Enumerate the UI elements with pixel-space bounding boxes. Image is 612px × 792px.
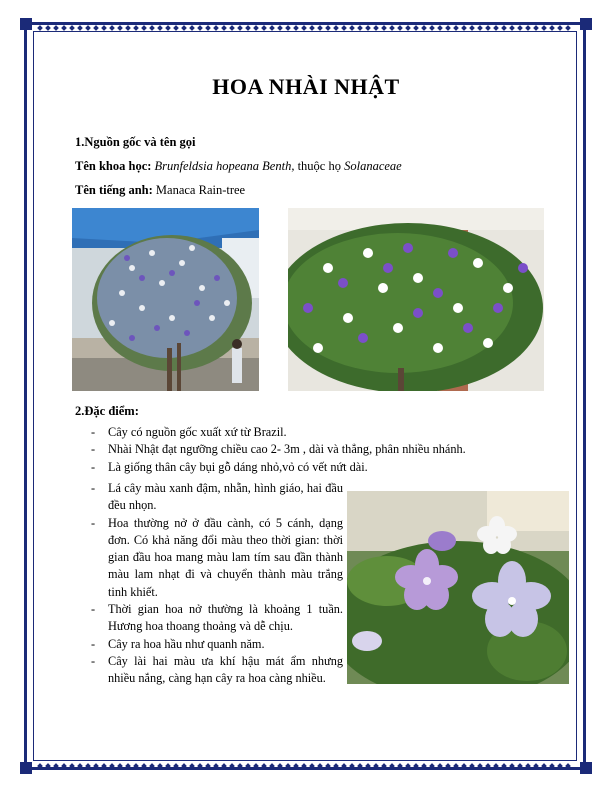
border-dot	[301, 763, 307, 769]
border-dot	[189, 25, 195, 31]
border-dot	[141, 25, 147, 31]
border-dot	[213, 25, 219, 31]
border-dot	[437, 25, 443, 31]
border-dot	[293, 763, 299, 769]
border-dot	[245, 763, 251, 769]
border-dot	[173, 25, 179, 31]
english-name-line	[75, 183, 245, 198]
border-dot	[429, 25, 435, 31]
photo-shrub-wall	[288, 208, 544, 391]
page-title: HOA NHÀI NHẬT	[212, 74, 400, 99]
border-dot	[525, 763, 531, 769]
border-dot	[53, 25, 59, 31]
border-dot	[285, 25, 291, 31]
border-corner	[20, 18, 32, 30]
border-dot	[77, 25, 83, 31]
border-dot	[509, 25, 515, 31]
border-dot	[197, 763, 203, 769]
border-dot	[37, 25, 43, 31]
border-dot	[77, 763, 83, 769]
border-dot	[533, 25, 539, 31]
border-dot	[525, 25, 531, 31]
border-dot	[357, 25, 363, 31]
border-dot	[485, 763, 491, 769]
border-dot	[333, 763, 339, 769]
list-item: - Hoa thường nở ở đầu cành, có 5 cánh, dạng đơn. Có khả năng đổi màu theo thời gian: thời gian đầu hoa mang màu lam tím sau đần thành màu lam nhạt đi và chuyển thành màu trắng tinh khiết.	[91, 515, 343, 599]
border-dot	[549, 763, 555, 769]
border-dot	[101, 25, 107, 31]
photo-flower-closeup	[347, 491, 569, 684]
border-dot	[461, 763, 467, 769]
border-dot	[445, 25, 451, 31]
border-dot	[205, 25, 211, 31]
list-item: - Là giống thân cây bụi gỗ dáng nhỏ,vỏ có vết nứt dài.	[91, 459, 368, 474]
border-dot	[317, 25, 323, 31]
border-dot	[261, 763, 267, 769]
border-dot	[357, 763, 363, 769]
border-dot	[469, 763, 475, 769]
english-name: Manaca Rain-tree	[152, 183, 246, 197]
border-dot	[541, 25, 547, 31]
border-dot	[229, 763, 235, 769]
family-text: thuộc họ	[294, 159, 345, 173]
border-dot	[181, 25, 187, 31]
border-dot	[501, 25, 507, 31]
border-dot	[413, 763, 419, 769]
border-dot	[517, 763, 523, 769]
border-dot	[253, 25, 259, 31]
border-dot	[293, 25, 299, 31]
border-dot	[181, 763, 187, 769]
border-dot	[101, 763, 107, 769]
border-dot	[37, 763, 43, 769]
border-dot	[157, 25, 163, 31]
family-name: Solanaceae	[344, 159, 402, 173]
border-dot	[453, 25, 459, 31]
border-dot	[429, 763, 435, 769]
border-dot	[149, 25, 155, 31]
english-name-label: Tên tiếng anh:	[75, 183, 153, 197]
border-dot	[133, 25, 139, 31]
border-dot	[333, 25, 339, 31]
border-dot	[213, 763, 219, 769]
border-dot	[141, 763, 147, 769]
border-dot	[277, 25, 283, 31]
border-dots-top	[36, 24, 572, 32]
border-dot	[117, 763, 123, 769]
border-dot	[325, 25, 331, 31]
border-dot	[341, 25, 347, 31]
border-dot	[109, 25, 115, 31]
border-dot	[317, 763, 323, 769]
border-dot	[493, 25, 499, 31]
border-dot	[365, 763, 371, 769]
border-dot	[493, 763, 499, 769]
border-dot	[269, 25, 275, 31]
border-dot	[221, 763, 227, 769]
border-dot	[261, 25, 267, 31]
border-dot	[45, 763, 51, 769]
border-corner	[580, 762, 592, 774]
border-dot	[229, 25, 235, 31]
border-dot	[557, 763, 563, 769]
border-dot	[541, 763, 547, 769]
border-dot	[413, 25, 419, 31]
border-dot	[349, 763, 355, 769]
border-dot	[557, 25, 563, 31]
border-dot	[149, 763, 155, 769]
border-dot	[221, 25, 227, 31]
list-item: - Thời gian hoa nở thường là khoảng 1 tuần. Hương hoa thoang thoảng và dễ chịu.	[91, 602, 343, 634]
border-dot	[549, 25, 555, 31]
list-item: - Nhài Nhật đạt ngưỡng chiều cao 2- 3m , dài và thẳng, phân nhiều nhánh.	[91, 442, 466, 457]
scientific-name-label: Tên khoa học:	[75, 159, 152, 173]
border-dot	[517, 25, 523, 31]
border-corner	[20, 762, 32, 774]
border-dot	[485, 25, 491, 31]
border-dot	[165, 763, 171, 769]
border-dot	[501, 763, 507, 769]
border-dot	[253, 763, 259, 769]
border-dot	[389, 763, 395, 769]
border-dot	[565, 25, 571, 31]
border-dot	[373, 25, 379, 31]
border-dot	[389, 25, 395, 31]
feature-list-full	[75, 424, 555, 476]
border-dot	[469, 25, 475, 31]
border-dot	[133, 763, 139, 769]
border-dot	[421, 25, 427, 31]
border-dot	[69, 763, 75, 769]
border-dot	[381, 763, 387, 769]
border-dot	[405, 763, 411, 769]
border-dot	[93, 763, 99, 769]
photo-shrub-street	[72, 208, 259, 391]
border-dot	[85, 25, 91, 31]
border-dot	[381, 25, 387, 31]
border-dot	[269, 763, 275, 769]
border-dot	[205, 763, 211, 769]
border-dot	[237, 25, 243, 31]
list-item: - Cây có nguồn gốc xuất xứ từ Brazil.	[91, 425, 287, 439]
border-dot	[197, 25, 203, 31]
border-dot	[477, 763, 483, 769]
border-dot	[349, 25, 355, 31]
border-dot	[125, 763, 131, 769]
border-dot	[477, 25, 483, 31]
border-dot	[117, 25, 123, 31]
border-dot	[285, 763, 291, 769]
border-dot	[93, 25, 99, 31]
border-dot	[245, 25, 251, 31]
border-dot	[173, 763, 179, 769]
border-dot	[325, 763, 331, 769]
border-dot	[125, 25, 131, 31]
scientific-name-line	[75, 159, 402, 174]
border-dot	[53, 763, 59, 769]
border-dot	[69, 25, 75, 31]
border-dot	[373, 763, 379, 769]
border-dot	[157, 763, 163, 769]
border-corner	[580, 18, 592, 30]
border-dot	[237, 763, 243, 769]
border-dot	[565, 763, 571, 769]
section1-heading: 1.Nguồn gốc và tên gọi	[75, 135, 196, 149]
list-item: - Lá cây màu xanh đậm, nhẵn, hình giáo, hai đầu đều nhọn.	[91, 481, 343, 513]
border-dot	[509, 763, 515, 769]
border-dot	[45, 25, 51, 31]
border-dot	[445, 763, 451, 769]
feature-list-narrow	[75, 480, 343, 688]
border-dot	[309, 763, 315, 769]
border-dot	[533, 763, 539, 769]
border-dot	[165, 25, 171, 31]
border-dot	[341, 763, 347, 769]
border-dot	[453, 763, 459, 769]
border-dot	[61, 763, 67, 769]
border-dot	[461, 25, 467, 31]
list-item: - Cây ra hoa hầu như quanh năm.	[91, 636, 265, 651]
border-dot	[421, 763, 427, 769]
list-item: - Cây lài hai màu ưa khí hậu mát ẩm nhưng nhiều nắng, càng hạn cây ra hoa càng nhiều.	[91, 653, 343, 686]
border-dot	[109, 763, 115, 769]
border-dot	[61, 25, 67, 31]
section2-heading: 2.Đặc điểm:	[75, 404, 139, 418]
border-dot	[301, 25, 307, 31]
border-dot	[309, 25, 315, 31]
border-dot	[277, 763, 283, 769]
border-dot	[397, 25, 403, 31]
border-dot	[397, 763, 403, 769]
border-dots-bottom	[36, 762, 572, 770]
scientific-name: Brunfeldsia hopeana Benth,	[154, 159, 295, 173]
border-dot	[405, 25, 411, 31]
border-dot	[437, 763, 443, 769]
border-dot	[365, 25, 371, 31]
border-dot	[189, 763, 195, 769]
border-dot	[85, 763, 91, 769]
